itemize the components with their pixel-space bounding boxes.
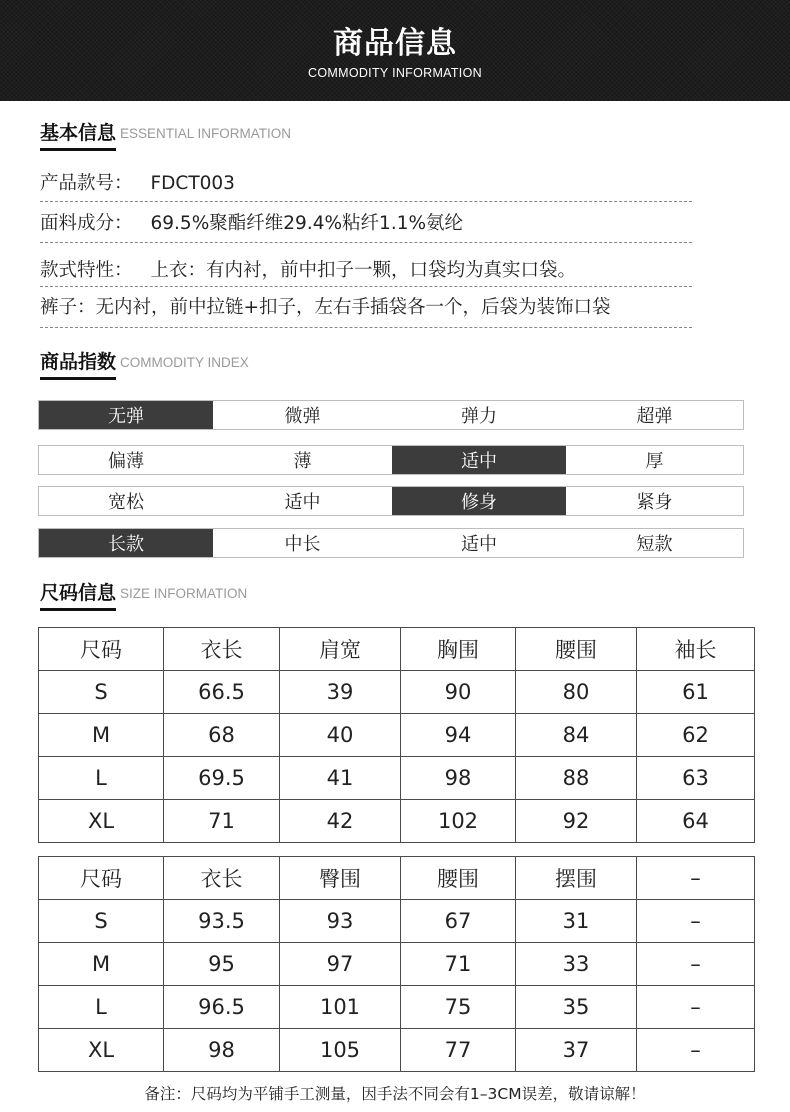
index-row-fit: [38, 486, 744, 516]
info-line-features: [40, 259, 692, 283]
index-option: 超弹: [636, 406, 673, 427]
column-header: 衣长: [164, 628, 280, 671]
table-row: [39, 900, 755, 943]
table-cell: XL: [39, 800, 164, 843]
table-cell: 71: [401, 943, 516, 986]
info-line-fabric: [40, 212, 692, 236]
commodity-index-heading: [40, 350, 249, 386]
index-option: 宽松: [108, 492, 144, 513]
table-cell: 92: [516, 800, 637, 843]
table-cell: 75: [401, 986, 516, 1029]
table-cell: 97: [280, 943, 401, 986]
table-row: [39, 1029, 755, 1072]
table-cell: 71: [164, 800, 280, 843]
basic-info-heading: [40, 121, 291, 157]
table-cell: L: [39, 757, 164, 800]
table-cell: 105: [280, 1029, 401, 1072]
table-cell: S: [39, 671, 164, 714]
column-header: 摆围: [516, 857, 637, 900]
table-cell: 41: [280, 757, 401, 800]
size-table-top: [38, 627, 755, 843]
commodity-index-heading-cn: 商品指数: [40, 350, 116, 380]
index-row-length: [38, 528, 744, 558]
table-cell: 40: [280, 714, 401, 757]
table-cell: 77: [401, 1029, 516, 1072]
table-cell: 61: [637, 671, 755, 714]
table-cell: 95: [164, 943, 280, 986]
table-cell: –: [637, 943, 755, 986]
column-header: 臀围: [280, 857, 401, 900]
index-option: 短款: [636, 534, 673, 555]
table-cell: 39: [280, 671, 401, 714]
column-header: 尺码: [39, 628, 164, 671]
info-value: 裤子：无内衬，前中拉链+扣子，左右手插袋各一个，后袋为装饰口袋: [40, 297, 611, 318]
index-option: 适中: [461, 534, 497, 555]
column-header: 胸围: [401, 628, 516, 671]
info-value: 上衣：有内衬，前中扣子一颗，口袋均为真实口袋。: [150, 260, 577, 281]
table-cell: 64: [637, 800, 755, 843]
info-line-pants: [40, 296, 692, 320]
table-cell: 96.5: [164, 986, 280, 1029]
table-row: [39, 757, 755, 800]
index-option: 中长: [284, 534, 321, 555]
table-cell: 68: [164, 714, 280, 757]
table-cell: 94: [401, 714, 516, 757]
table-cell: L: [39, 986, 164, 1029]
table-cell: 98: [164, 1029, 280, 1072]
column-header: 衣长: [164, 857, 280, 900]
index-row-elasticity: [38, 400, 744, 430]
table-cell: –: [637, 1029, 755, 1072]
table-cell: 31: [516, 900, 637, 943]
info-value: 69.5%聚酯纤维29.4%粘纤1.1%氨纶: [150, 213, 464, 234]
page-title: 商品信息: [333, 26, 457, 61]
basic-info-heading-en: ESSENTIAL INFORMATION: [120, 126, 292, 141]
column-header: 尺码: [39, 857, 164, 900]
table-row: [39, 943, 755, 986]
size-info-heading-en: SIZE INFORMATION: [120, 586, 248, 601]
index-option: 偏薄: [108, 451, 144, 472]
index-option: 微弹: [284, 406, 321, 427]
index-option: 适中: [392, 446, 566, 474]
header-banner: [0, 0, 790, 101]
table-cell: 80: [516, 671, 637, 714]
table-cell: 66.5: [164, 671, 280, 714]
table-cell: 35: [516, 986, 637, 1029]
table-row: [39, 714, 755, 757]
column-header: 腰围: [516, 628, 637, 671]
table-cell: –: [637, 900, 755, 943]
column-header: 肩宽: [280, 628, 401, 671]
table-cell: 62: [637, 714, 755, 757]
table-header-row: [39, 857, 755, 900]
divider: [40, 286, 692, 287]
basic-info-heading-cn: 基本信息: [40, 121, 116, 151]
index-option: 修身: [392, 487, 566, 515]
table-cell: 69.5: [164, 757, 280, 800]
index-option: 厚: [645, 451, 664, 472]
index-option: 无弹: [39, 401, 213, 429]
table-cell: S: [39, 900, 164, 943]
table-cell: 93.5: [164, 900, 280, 943]
size-note: 备注：尺码均为平铺手工测量，因手法不同会有1–3CM误差，敬请谅解！: [144, 1085, 646, 1103]
table-cell: 93: [280, 900, 401, 943]
column-header: 腰围: [401, 857, 516, 900]
table-row: [39, 800, 755, 843]
index-option: 适中: [284, 492, 321, 513]
page-subtitle: COMMODITY INFORMATION: [308, 66, 482, 80]
info-label: 面料成分：: [40, 213, 133, 234]
table-cell: M: [39, 714, 164, 757]
table-cell: 63: [637, 757, 755, 800]
size-info-heading-cn: 尺码信息: [40, 581, 116, 611]
index-option: 薄: [293, 451, 312, 472]
table-cell: 88: [516, 757, 637, 800]
table-cell: M: [39, 943, 164, 986]
index-row-thickness: [38, 445, 744, 475]
info-label: 产品款号：: [40, 173, 133, 194]
table-cell: 42: [280, 800, 401, 843]
table-cell: 98: [401, 757, 516, 800]
table-cell: 67: [401, 900, 516, 943]
info-label: 款式特性：: [40, 260, 133, 281]
column-header: –: [637, 857, 755, 900]
table-cell: XL: [39, 1029, 164, 1072]
index-option: 弹力: [461, 406, 497, 427]
table-cell: 102: [401, 800, 516, 843]
divider: [40, 201, 692, 202]
table-cell: 101: [280, 986, 401, 1029]
divider: [40, 327, 692, 328]
size-info-heading: [40, 581, 247, 617]
table-cell: 84: [516, 714, 637, 757]
index-option: 紧身: [636, 492, 673, 513]
index-option: 长款: [39, 529, 213, 557]
table-cell: 33: [516, 943, 637, 986]
table-cell: 90: [401, 671, 516, 714]
column-header: 袖长: [637, 628, 755, 671]
divider: [40, 242, 692, 243]
table-header-row: [39, 628, 755, 671]
table-cell: 37: [516, 1029, 637, 1072]
table-row: [39, 671, 755, 714]
table-row: [39, 986, 755, 1029]
commodity-index-heading-en: COMMODITY INDEX: [120, 355, 249, 370]
table-cell: –: [637, 986, 755, 1029]
info-line-style-no: [40, 172, 692, 196]
info-value: FDCT003: [150, 173, 235, 194]
size-table-bottom: [38, 856, 755, 1072]
